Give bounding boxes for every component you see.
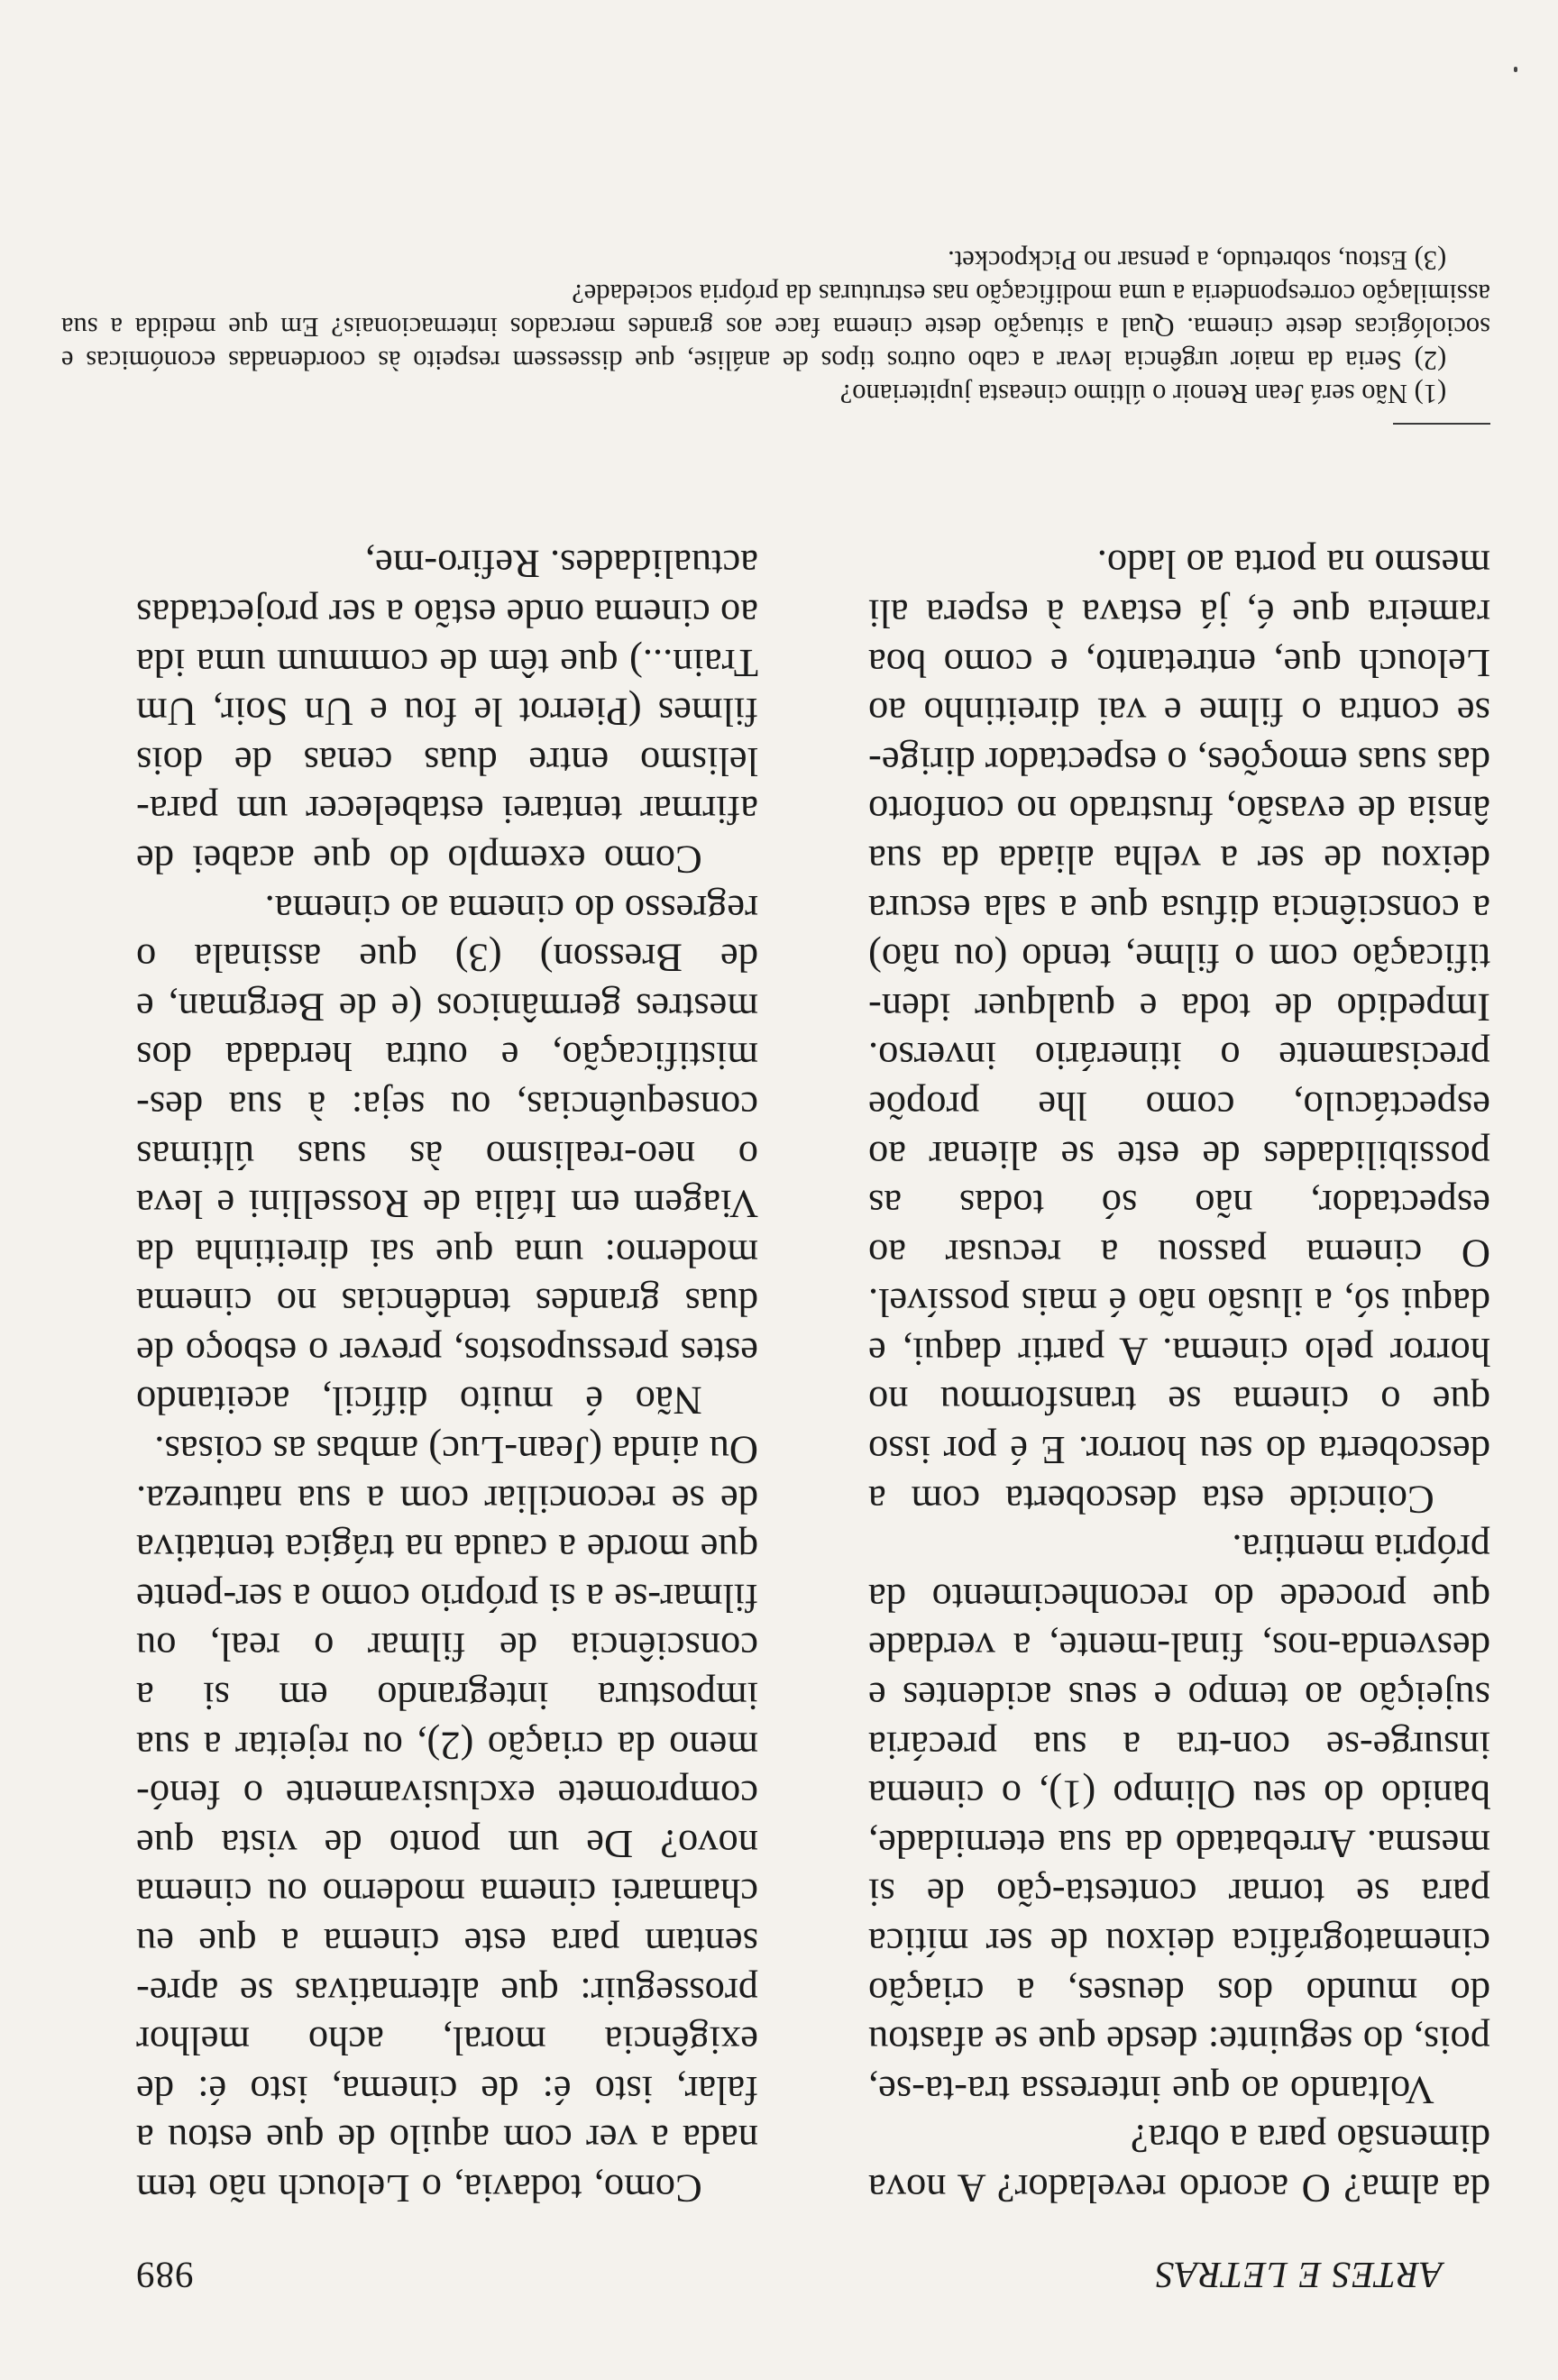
footnote: (2) Seria da maior urgência levar a cabo outros tipos de análise, que dissessem respeito às coordenadas económicas e sociológicas deste cinema. Qual a situação deste cinema face aos grandes mercados internacionais? Em que medida a sua assimilação corresponderia a uma modificação nas estruturas da própria sociedade? [61, 279, 1490, 376]
footnotes [61, 243, 1490, 410]
paragraph: da alma? O acordo revelador? A nova dimensão para a obra? [868, 2117, 1490, 2211]
footnote: (1) Não será Jean Renoir o último cineasta jupiteriano? [839, 379, 1447, 409]
paragraph: Como exemplo do que acabei de afirmar tentarei estabelecer um para-lelismo entre duas cenas de dois filmes (Pierrot le fou e Un Soir, Um Train...) que têm de commum uma ida ao cinema onde estão a ser projectadas actualidades. Refiro-me, [136, 542, 758, 883]
page-number: 989 [135, 2255, 194, 2296]
right-text-column [136, 540, 758, 2213]
footnote-divider [1393, 423, 1490, 425]
paragraph: Coincide esta descoberta com a descoberta do seu horror. E é por isso que o cinema se transformou no horror pelo cinema. A partir daqui, e daqui só, a ilusão não é mais possível. O cinema passou a recusar ao espectador, não só todas as possibilidades de este se alienar ao espectáculo, como lhe propõe precisamente o itinerário inverso. Impedido de toda e qualquer iden-tificação com o filme, tendo (ou não) a consciência difusa que a sala escura deixou de ser a velha aliada da sua ânsia de evasão, frustrado no conforto das suas emoções, o espectador dirige-se contra o filme e vai direitinho ao Lelouch que, entretanto, e como boa rameira que é, já estava à espera ali mesmo na porta ao lado. [868, 542, 1490, 1523]
footnote: (3) Estou, sobretudo, a pensar no Pickpocket. [948, 245, 1447, 276]
scan-speck [1514, 67, 1517, 72]
paragraph: Voltando ao que interessa tra-ta-se, pois, do seguinte: desde que se afastou do mundo dos deuses, a criação cinematográfica deixou de ser mítica para se tornar contesta-ção de si mesma. Arrebatado da sua eternidade, banido do seu Olimpo (1), o cinema insurge-se con-tra a sua precária sujeição ao tempo e seus acidentes e desvenda-nos, final-mente, a verdade que procede do reconhecimento da própria mentira. [868, 1526, 1490, 2113]
paragraph: Não é muito difícil, aceitando estes pressupostos, prever o esboço de duas grandes tendências no cinema moderno: uma que sai direitinha da Viagem em Itália de Rossellini e leva o neo-realismo às suas últimas consequências, ou seja: à sua des-mistificação, e outra herdada dos mestres germânicos (e de Bergman, e de Bresson) (3) que assinala o regresso do cinema ao cinema. [136, 886, 758, 1424]
paragraph: Como, todavia, o Lelouch não tem nada a ver com aquilo de que estou a falar, isto é: de cinema, isto é: de exigência moral, acho melhor prosseguir: que alternativas se apre-sentam para este cinema a que eu chamarei cinema moderno ou cinema novo? De um ponto de vista que compromete exclusivamente o fenó-meno da criação (2), ou rejeitar a sua impostura integrando em si a consciência de filmar o real, ou filmar-se a si próprio como a ser-pente que morde a cauda na trágica tentativa de se reconciliar com a sua natureza. Ou ainda (Jean-Luc) ambas as coisas. [136, 1428, 758, 2211]
running-header-title: ARTES E LETRAS [1154, 2255, 1443, 2296]
left-text-column [868, 540, 1490, 2213]
